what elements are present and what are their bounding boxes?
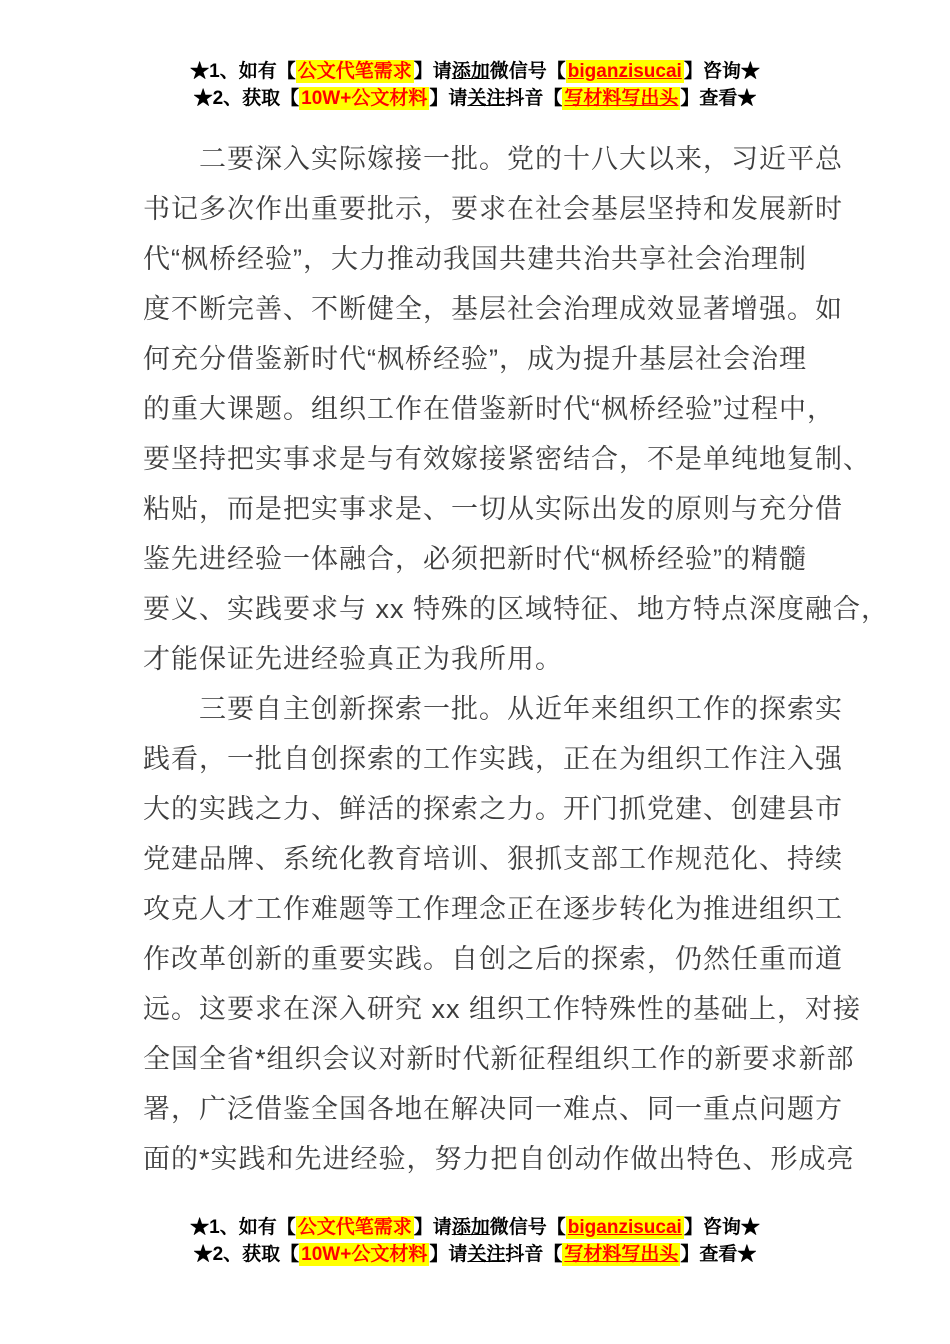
banner-bracket: 】请 <box>413 61 452 82</box>
banner-middle: 抖音【 <box>505 88 563 109</box>
highlighted-wechat-id: biganzisucai <box>567 1217 682 1238</box>
banner-middle: 抖音【 <box>505 1244 563 1265</box>
text-line: 践看，一批自创探索的工作实践，正在为组织工作注入强 <box>143 744 843 774</box>
promo-banner-top <box>0 58 950 112</box>
promo-line-2 <box>0 85 950 112</box>
promo-line-1 <box>0 58 950 85</box>
paragraph-1 <box>143 134 890 684</box>
banner-bracket: 】请 <box>413 1217 452 1238</box>
highlighted-douyin-id: 写材料写出头 <box>564 88 679 109</box>
text-line: 署，广泛借鉴全国各地在解决同一难点、同一重点问题方 <box>143 1094 843 1124</box>
underlined-action: 添加 <box>451 61 490 82</box>
highlighted-keyword: 公文代笔需求 <box>297 61 412 82</box>
banner-prefix: ★1、如有【 <box>190 1217 296 1238</box>
text-line: 的重大课题。组织工作在借鉴新时代“枫桥经验”过程中， <box>143 394 835 424</box>
banner-suffix: 】咨询★ <box>683 1217 760 1238</box>
text-line: 攻克人才工作难题等工作理念正在逐步转化为推进组织工 <box>143 894 843 924</box>
promo-banner-bottom <box>0 1214 950 1268</box>
underlined-action: 添加 <box>451 1217 490 1238</box>
document-body <box>0 134 950 1184</box>
text-line: 鉴先进经验一体融合，必须把新时代“枫桥经验”的精髓 <box>143 544 807 574</box>
highlighted-keyword: 公文代笔需求 <box>297 1217 412 1238</box>
banner-suffix: 】查看★ <box>680 88 757 109</box>
text-line: 远。这要求在深入研究 xx 组织工作特殊性的基础上，对接 <box>143 994 862 1024</box>
banner-middle: 微信号【 <box>489 1217 566 1238</box>
text-line: 全国全省*组织会议对新时代新征程组织工作的新要求新部 <box>143 1044 855 1074</box>
text-line: 要坚持把实事求是与有效嫁接紧密结合，不是单纯地复制、 <box>143 444 871 474</box>
text-line: 面的*实践和先进经验，努力把自创动作做出特色、形成亮 <box>143 1144 855 1174</box>
banner-middle: 微信号【 <box>489 61 566 82</box>
highlighted-keyword: 10W+公文材料 <box>301 88 428 109</box>
underlined-action: 关注 <box>467 1244 506 1265</box>
text-line: 代“枫桥经验”，大力推动我国共建共治共享社会治理制 <box>143 244 807 274</box>
text-line: 粘贴，而是把实事求是、一切从实际出发的原则与充分借 <box>143 494 843 524</box>
text-line: 才能保证先进经验真正为我所用。 <box>143 644 563 674</box>
text-line: 作改革创新的重要实践。自创之后的探索，仍然任重而道 <box>143 944 843 974</box>
highlighted-keyword: 10W+公文材料 <box>301 1244 428 1265</box>
banner-bracket: 】请 <box>429 1244 468 1265</box>
banner-suffix: 】咨询★ <box>683 61 760 82</box>
text-line: 党建品牌、系统化教育培训、狠抓支部工作规范化、持续 <box>143 844 843 874</box>
banner-bracket: 】请 <box>429 88 468 109</box>
text-line: 度不断完善、不断健全，基层社会治理成效显著增强。如 <box>143 294 843 324</box>
text-line: 二要深入实际嫁接一批。党的十八大以来，习近平总 <box>199 144 843 174</box>
underlined-action: 关注 <box>467 88 506 109</box>
text-line: 何充分借鉴新时代“枫桥经验”，成为提升基层社会治理 <box>143 344 807 374</box>
highlighted-wechat-id: biganzisucai <box>567 61 682 82</box>
banner-prefix: ★2、获取【 <box>193 88 300 109</box>
banner-prefix: ★2、获取【 <box>193 1244 300 1265</box>
text-line: 大的实践之力、鲜活的探索之力。开门抓党建、创建县市 <box>143 794 843 824</box>
highlighted-douyin-id: 写材料写出头 <box>564 1244 679 1265</box>
banner-prefix: ★1、如有【 <box>190 61 296 82</box>
text-line: 三要自主创新探索一批。从近年来组织工作的探索实 <box>199 694 843 724</box>
banner-suffix: 】查看★ <box>680 1244 757 1265</box>
paragraph-2 <box>143 684 862 1184</box>
text-line: 要义、实践要求与 xx 特殊的区域特征、地方特点深度融合， <box>143 594 890 624</box>
promo-line-1 <box>0 1214 950 1241</box>
promo-line-2 <box>0 1241 950 1268</box>
text-line: 书记多次作出重要批示，要求在社会基层坚持和发展新时 <box>143 194 843 224</box>
